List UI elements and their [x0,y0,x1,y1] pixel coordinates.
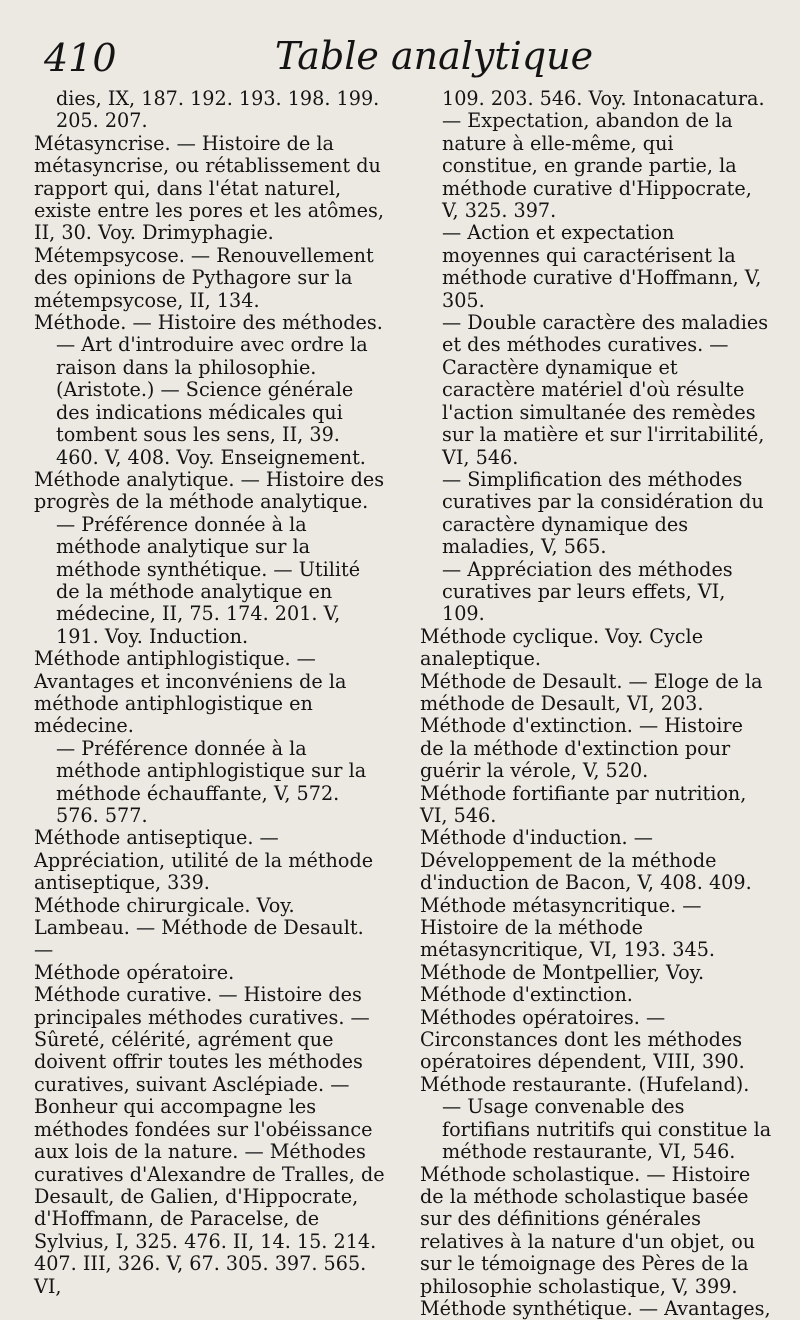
page-number: 410 [44,36,117,80]
index-entry: Méthode de Montpellier, Voy. Méthode d'extinction. [420,960,705,1007]
index-entry: Méthode antiseptique. — Appréciation, utilité de la méthode antiseptique, 339. [34,826,374,895]
index-entry: — Préférence donnée à la méthode antiphlogistique sur la méthode échauffante, V, 572. 576. 577. [56,736,367,827]
index-entry: — Usage convenable des fortifians nutritifs qui constitue la méthode restaurante, VI, 546. [442,1095,772,1164]
index-entry: Méthode d'induction. — Développement de la méthode d'induction de Bacon, V, 408. 409. [420,826,752,895]
index-entry: Méthode restaurante. (Hufeland). [420,1072,750,1096]
index-entry: Méthode scholastique. — Histoire de la méthode scholastique basée sur des définitions générales relatives à la nature d'un objet, ou sur le témoignage des Pères de la philosophie scholastique, V, 399. [420,1162,756,1298]
index-entry: — Art d'introduire avec ordre la raison dans la philosophie. (Aristote.) — Science générale des indications médicales qui tombent sous les sens, II, 39. 460. V, 408. Voy. Enseignement. [56,333,368,469]
index-entry: Méthode. — Histoire des méthodes. [34,311,383,335]
index-entry: — Préférence donnée à la méthode analytique sur la méthode synthétique. — Utilité de la méthode analytique en médecine, II, 75. 174. 201. V, 191. Voy. Induction. [56,512,361,648]
index-entry: — Simplification des méthodes curatives par la considération du caractère dynamique des maladies, V, 565. [442,467,764,559]
index-columns [34,88,774,1320]
index-entry: — Appréciation des méthodes curatives par leurs effets, VI, 109. [442,557,733,626]
index-entry: Méthode opératoire. [34,960,235,984]
page-header [34,28,774,88]
left-column [34,88,386,1320]
index-entry: Métasyncrise. — Histoire de la métasyncrise, ou rétablissement du rapport qui, dans l'état naturel, existe entre les pores et les atômes, II, 30. Voy. Drimyphagie. [34,131,384,245]
index-entry: dies, IX, 187. 192. 193. 198. 199. 205. 207. [56,87,380,133]
index-entry: Méthode fortifiante par nutrition, VI, 546. [420,781,747,827]
right-column [420,88,772,1320]
index-entry: Méthode cyclique. Voy. Cycle analeptique. [420,624,704,671]
index-entry: Méthode métasyncritique. — Histoire de la méthode métasyncritique, VI, 193. 345. [420,893,716,962]
index-entry: Méthode antiphlogistique. — Avantages et inconvéniens de la méthode antiphlogistique en médecine. [34,647,347,738]
index-entry: — Action et expectation moyennes qui caractérisent la méthode curative d'Hoffmann, V, 305. [442,221,762,312]
index-entry: Méthode d'extinction. — Histoire de la méthode d'extinction pour guérir la vérole, V, 520. [420,714,743,783]
index-entry: Méthode synthétique. — Avantages, [420,1296,771,1320]
index-entry: Méthode analytique. — Histoire des progrès de la méthode analytique. [34,467,385,514]
index-entry: — Expectation, abandon de la nature à elle-même, qui constitue, en grande partie, la méthode curative d'Hippocrate, V, 325. 397. [442,109,752,223]
index-entry: Méthode curative. — Histoire des principales méthodes curatives. — Sûreté, célérité, agrément que doivent offrir toutes les méthodes curatives, suivant Asclépiade. — Bonheur qui accompagne les méthodes fondées sur l'obéissance aux lois de la nature. — Méthodes curatives d'Alexandre de Tralles, de Desault, de Galien, d'Hippocrate, d'Hoffmann, de Paracelse, de Sylvius, I, 325. 476. II, 14. 15. 214. 407. III, 326. V, 67. 305. 397. 565. VI, [34,983,385,1298]
index-entry: Métempsycose. — Renouvellement des opinions de Pythagore sur la métempsycose, II, 134. [34,243,374,312]
index-entry: Méthode de Desault. — Eloge de la méthode de Desault, VI, 203. [420,669,763,715]
index-entry: Méthode chirurgicale. Voy. Lambeau. — Méthode de Desault. — [34,893,364,962]
index-entry: Méthodes opératoires. — Circonstances dont les méthodes opératoires dépendent, VIII, 390. [420,1005,745,1074]
running-title: Table analytique [274,34,594,78]
index-entry: — Double caractère des maladies et des méthodes curatives. — Caractère dynamique et caractère matériel d'où résulte l'action simultanée des remèdes sur la matière et sur l'irritabilité, VI, 546. [442,311,769,469]
index-entry: 109. 203. 546. Voy. Intonacatura. [442,87,765,110]
